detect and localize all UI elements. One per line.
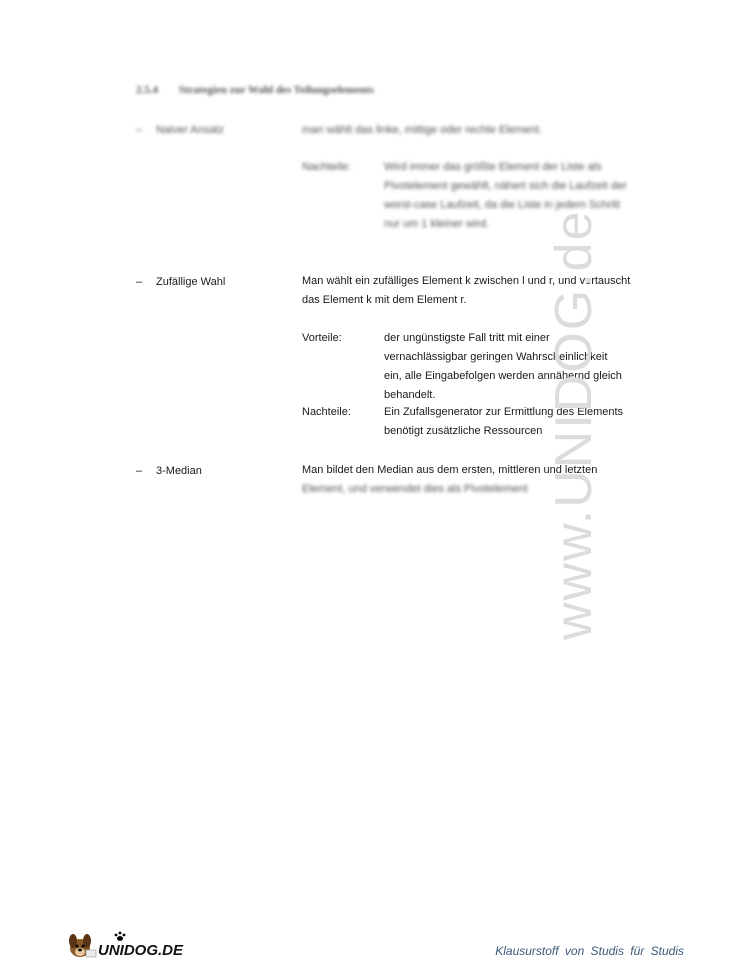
watermark-text: www.UNIDOG.de [545,209,603,640]
text-line: der ungünstigste Fall tritt mit einer [384,332,550,344]
paw-icon [115,932,126,941]
text-line: das Element k mit dem Element r. [302,294,467,306]
list-dash: – [136,124,143,136]
list-dash: – [136,276,143,288]
unidog-logo [66,928,186,962]
footer-tagline: Klausurstoff von Studis für Studis [495,944,684,958]
text-line: benötigt zusätzliche Ressourcen [384,425,543,437]
sub-label-nachteile: Nachteile: [302,161,351,173]
sub-label-nachteile: Nachteile: [302,406,351,418]
section-heading [136,84,374,96]
logo-text: UNIDOG.DE [98,942,184,959]
section-title: Strategien zur Wahl des Teilungselements [178,84,374,96]
text-line: behandelt. [384,389,436,401]
text-line: Man bildet den Median aus dem ersten, mittleren und letzten [302,464,598,476]
text-line: ein, alle Eingabefolgen werden annähernd gleich [384,370,622,382]
term-3-median: 3-Median [156,465,202,477]
list-dash: – [136,465,143,477]
text-line: nur um 1 kleiner wird. [384,218,490,230]
text-line: vernachlässigbar geringen Wahrscheinlichkeit [384,351,608,363]
description-naiver-ansatz: man wählt das linke, mittige oder rechte Element. [302,124,543,136]
text-line: Man wählt ein zufälliges Element k zwischen l und r, und vertauscht [302,275,631,287]
text-line: Wird immer das größte Element der Liste als [384,161,602,173]
text-line: Element, und verwendet dies als Pivotelement [302,483,528,495]
sub-label-vorteile: Vorteile: [302,332,342,344]
section-number: 2.5.4 [136,84,158,96]
text-line: Pivotelement gewählt, nähert sich die Laufzeit der [384,180,627,192]
term-zufaellige-wahl: Zufällige Wahl [156,276,226,288]
text-line: Ein Zufallsgenerator zur Ermittlung des Elements [384,406,624,418]
term-naiver-ansatz: Naiver Ansatz [156,124,224,136]
text-line: worst-case Laufzeit, da die Liste in jedem Schritt [384,199,621,211]
